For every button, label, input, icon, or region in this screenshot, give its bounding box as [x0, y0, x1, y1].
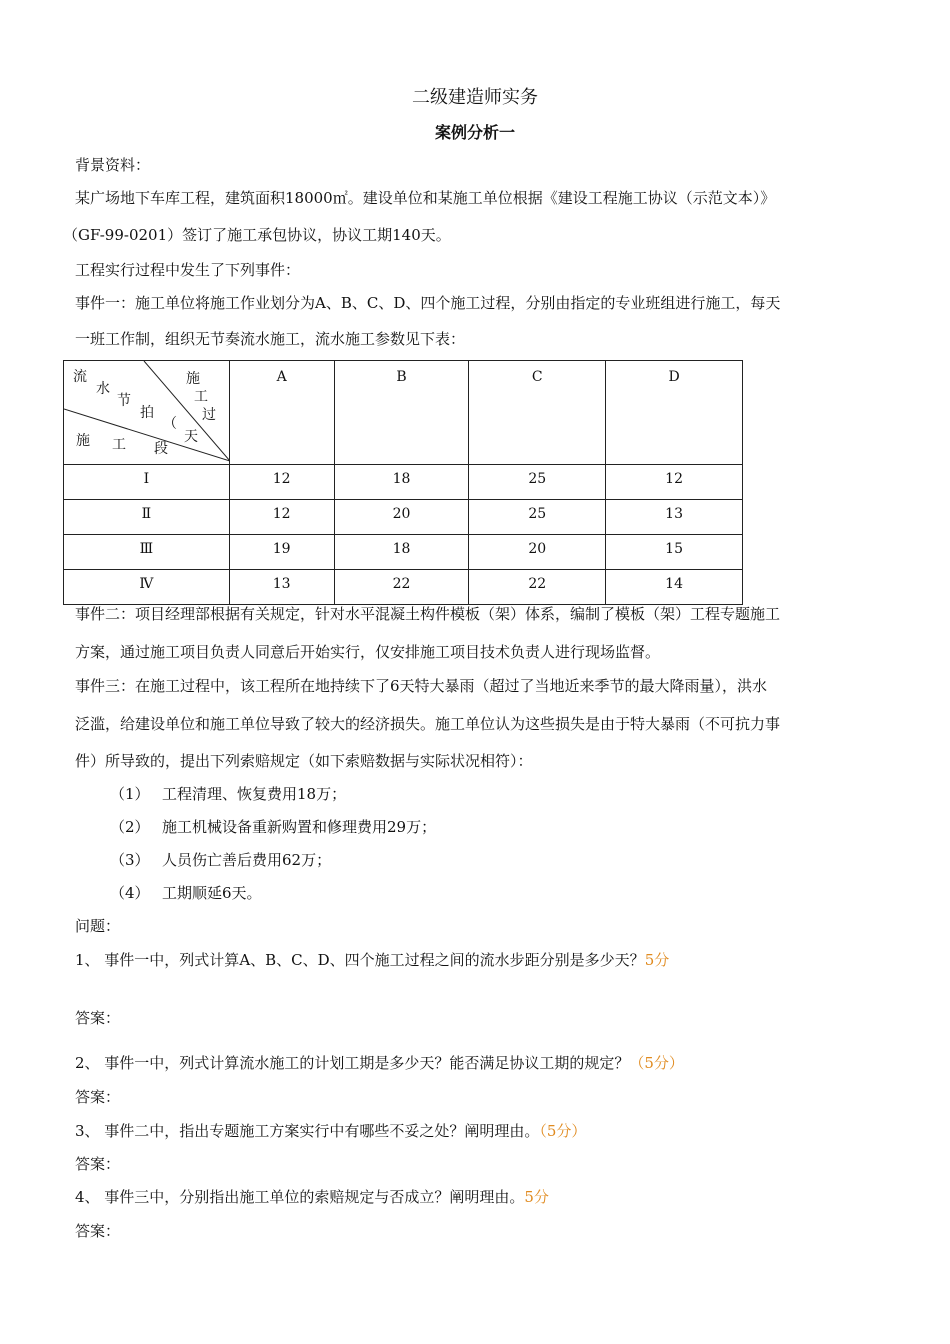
event3-line-2: 泛滥，给建设单位和施工单位导致了较大的经济损失。施工单位认为这些损失是由于特大暴雨（不可抗力事: [75, 715, 781, 733]
row-label: Ⅳ: [64, 570, 230, 605]
table-row: [64, 500, 743, 535]
table-cell: 25: [469, 465, 606, 500]
claim-number: （2）: [110, 818, 150, 836]
claim-text: 人员伤亡善后费用62万；: [162, 851, 332, 869]
table-row: [64, 570, 743, 605]
event1-line-2: 一班工作制，组织无节奏流水施工，流水施工参数见下表：: [75, 330, 466, 348]
question-2: [75, 1053, 684, 1073]
corner-char: 节: [117, 393, 131, 409]
table-cell: 15: [606, 535, 743, 570]
table-cell: 12: [229, 500, 334, 535]
background-line-2: （GF-99-0201）签订了施工承包协议，协议工期140天。: [63, 226, 451, 244]
event2-line-1: 事件二：项目经理部根据有关规定，针对水平混凝土构件模板（架）体系，编制了模板（架）工程专题施工: [75, 605, 781, 623]
event3-line-3: 件）所导致的，提出下列索赔规定（如下索赔数据与实际状况相符）：: [75, 752, 533, 770]
question-text: 2、 事件一中，列式计算流水施工的计划工期是多少天？能否满足协议工期的规定？: [75, 1054, 630, 1072]
corner-char: 段: [154, 441, 168, 457]
column-header-d: D: [606, 361, 743, 465]
events-intro: 工程实行过程中发生了下列事件：: [75, 261, 301, 279]
claim-number: （4）: [110, 884, 150, 902]
claim-text: 施工机械设备重新购置和修理费用29万；: [162, 818, 437, 836]
flow-parameter-table: [63, 360, 743, 605]
background-line-1: 某广场地下车库工程，建筑面积18000㎡。建设单位和某施工单位根据《建设工程施工协议（示范文本）》: [75, 189, 776, 207]
corner-char: 拍: [140, 405, 154, 421]
claim-text: 工期顺延6天。: [162, 884, 262, 902]
corner-char: 工: [112, 437, 126, 453]
column-header-b: B: [334, 361, 469, 465]
corner-char: 流: [73, 369, 87, 385]
question-3: [75, 1121, 586, 1141]
answer-label: 答案：: [75, 1009, 121, 1027]
answer-label: 答案：: [75, 1222, 121, 1240]
questions-label: 问题：: [75, 917, 121, 935]
claim-item: [110, 850, 331, 870]
answer-label: 答案：: [75, 1155, 121, 1173]
background-label: 背景资料：: [75, 156, 151, 174]
column-header-a: A: [229, 361, 334, 465]
claim-item: [110, 883, 262, 903]
table-cell: 18: [334, 465, 469, 500]
claim-item: [110, 784, 346, 804]
corner-char: （: [163, 416, 177, 432]
column-header-c: C: [469, 361, 606, 465]
table-cell: 20: [334, 500, 469, 535]
event3-line-1: 事件三：在施工过程中，该工程所在地持续下了6天特大暴雨（超过了当地近来季节的最大降雨量），洪水: [75, 677, 768, 695]
claim-number: （1）: [110, 785, 150, 803]
question-4: [75, 1187, 549, 1207]
answer-label: 答案：: [75, 1088, 121, 1106]
corner-char: 工: [194, 389, 208, 405]
table-header-row: [64, 361, 743, 465]
corner-char: 施: [186, 371, 200, 387]
table-cell: 20: [469, 535, 606, 570]
table-cell: 25: [469, 500, 606, 535]
claim-text: 工程清理、恢复费用18万；: [162, 785, 347, 803]
event1-line-1: 事件一：施工单位将施工作业划分为A、B、C、D、四个施工过程，分别由指定的专业班组进行施工，每天: [75, 294, 781, 312]
corner-char: 水: [96, 381, 110, 397]
claim-item: [110, 817, 436, 837]
question-score: 5分: [524, 1188, 549, 1206]
question-score: 5分: [644, 951, 670, 969]
row-label: Ⅱ: [64, 500, 230, 535]
table-cell: 22: [469, 570, 606, 605]
event2-line-2: 方案，通过施工项目负责人同意后开始实行，仅安排施工项目技术负责人进行现场监督。: [75, 643, 661, 661]
document-title: 二级建造师实务: [412, 87, 538, 108]
table-cell: 13: [229, 570, 334, 605]
question-score: （5分）: [629, 1054, 684, 1072]
table-cell: 22: [334, 570, 469, 605]
table-cell: 14: [606, 570, 743, 605]
table-corner-cell: [64, 361, 230, 465]
table-cell: 12: [606, 465, 743, 500]
question-text: 4、 事件三中，分别指出施工单位的索赔规定与否成立？阐明理由。: [75, 1188, 525, 1206]
question-score: （5分）: [539, 1122, 587, 1140]
table-cell: 19: [229, 535, 334, 570]
corner-char: 过: [202, 407, 216, 423]
row-label: Ⅲ: [64, 535, 230, 570]
corner-char: 施: [76, 433, 90, 449]
corner-char: 天: [184, 429, 198, 445]
table-cell: 18: [334, 535, 469, 570]
table-cell: 13: [606, 500, 743, 535]
claim-number: （3）: [110, 851, 150, 869]
row-label: Ⅰ: [64, 465, 230, 500]
question-1: [75, 950, 669, 970]
table-row: [64, 535, 743, 570]
question-text: 1、 事件一中，列式计算A、B、C、D、四个施工过程之间的流水步距分别是多少天？: [75, 951, 645, 969]
case-subtitle: 案例分析一: [434, 123, 515, 142]
table-row: [64, 465, 743, 500]
table-cell: 12: [229, 465, 334, 500]
question-text: 3、 事件二中，指出专题施工方案实行中有哪些不妥之处？阐明理由。: [75, 1122, 540, 1140]
